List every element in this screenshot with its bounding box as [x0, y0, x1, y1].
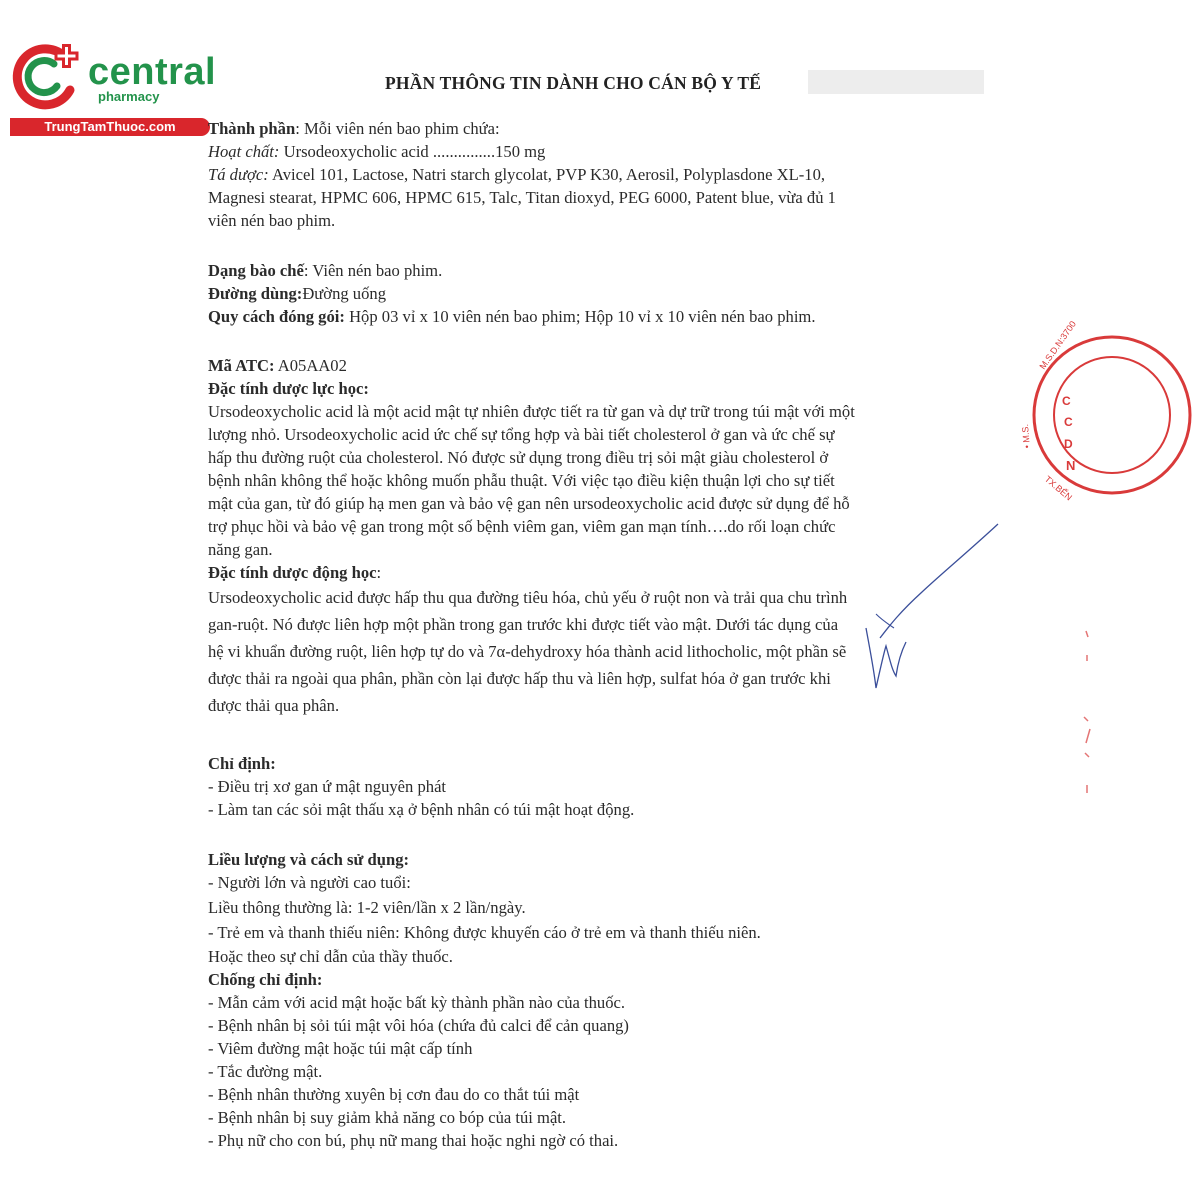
- active-ingredient-text: Ursodeoxycholic acid ...............150 mg: [279, 142, 546, 161]
- pharmacodynamics-line: lượng nhỏ. Ursodeoxycholic acid ức chế sự tổng hợp và bài tiết cholesterol ở gan và ức chế sự: [208, 425, 835, 444]
- pharmacokinetics-line: hệ vi khuẩn đường ruột, liên hợp tự do và 7α-dehydroxy hóa thành acid lithocholic, một phần sẽ: [208, 642, 847, 661]
- pharmacokinetics-colon: :: [376, 563, 382, 582]
- active-ingredient-line: [208, 140, 988, 163]
- pharmacodynamics-line: năng gan.: [208, 540, 273, 559]
- contraindications-heading: Chống chỉ định:: [208, 970, 323, 989]
- pharmacy-cross-icon: [10, 40, 86, 116]
- pharmacodynamics-line: hấp thu đường ruột của cholesterol. Nó được sử dụng trong điều trị sỏi mật giàu cholesterol ở: [208, 448, 829, 467]
- dosage-line: - Trẻ em và thanh thiếu niên: Không được khuyến cáo ở trẻ em và thanh thiếu niên.: [208, 923, 761, 942]
- pharmacokinetics-label: Đặc tính dược động học: [208, 563, 377, 582]
- packaging-line: [208, 305, 988, 328]
- excipients-label: Tá dược:: [208, 165, 269, 184]
- composition-text: : Mỗi viên nén bao phim chứa:: [295, 119, 500, 138]
- route-line: [208, 282, 988, 305]
- atc-line: [208, 354, 988, 377]
- contraindication-item: - Bệnh nhân thường xuyên bị cơn đau do co thắt túi mật: [208, 1085, 580, 1104]
- excipients-text: Avicel 101, Lactose, Natri starch glycolat, PVP K30, Aerosil, Polyplasdone XL-10,: [268, 165, 826, 184]
- indications-heading: Chỉ định:: [208, 754, 276, 773]
- contraindication-item: - Tắc đường mật.: [208, 1062, 323, 1081]
- excipients-line: Magnesi stearat, HPMC 606, HPMC 615, Talc, Titan dioxyd, PEG 6000, Patent blue, vừa đủ 1: [208, 188, 836, 207]
- company-stamp: [1019, 319, 1092, 503]
- svg-text:N: N: [1066, 458, 1076, 473]
- excipients-line: [208, 163, 988, 186]
- svg-text:C: C: [1064, 415, 1073, 429]
- atc-label: Mã ATC:: [208, 356, 275, 375]
- indication-item: - Làm tan các sỏi mật thấu xạ ở bệnh nhân có túi mật hoạt động.: [208, 800, 635, 819]
- pharmacokinetics-line: được thải ra ngoài qua phân, phần còn lại được hấp thu và liên hợp, sulfat hóa ở gan trước khi: [208, 669, 831, 688]
- dosage-heading: Liều lượng và cách sử dụng:: [208, 850, 410, 869]
- contraindication-item: - Mẫn cảm với acid mật hoặc bất kỳ thành phần nào của thuốc.: [208, 993, 626, 1012]
- logo-url-banner[interactable]: TrungTamThuoc.com: [10, 118, 210, 136]
- logo-name: central: [88, 51, 217, 93]
- svg-text:M.S.D.N:3700: M.S.D.N:3700: [1037, 319, 1079, 372]
- svg-text:C: C: [1062, 394, 1071, 408]
- packaging-label: Quy cách đóng gói:: [208, 307, 345, 326]
- svg-text:• M.S.: • M.S.: [1019, 423, 1032, 449]
- excipients-line: viên nén bao phim.: [208, 211, 336, 230]
- logo-subtitle: pharmacy: [98, 89, 160, 104]
- contraindication-item: - Phụ nữ cho con bú, phụ nữ mang thai hoặc nghi ngờ có thai.: [208, 1131, 619, 1150]
- contraindication-item: - Bệnh nhân bị suy giảm khả năng co bóp của túi mật.: [208, 1108, 567, 1127]
- pharmacokinetics-line: gan-ruột. Nó được liên hợp một phần trong gan trước khi được tiết vào mật. Dưới tác dụng của: [208, 615, 839, 634]
- svg-text:TX.BẾN: TX.BẾN: [1042, 473, 1075, 503]
- pharmacodynamics-line: mật của gan, từ đó giúp hạ men gan và bảo vệ gan nên ursodeoxycholic acid được sử dụng để hỗ: [208, 494, 850, 513]
- heading-shade: [808, 70, 984, 94]
- pharmacodynamics-line: bệnh nhân không thể hoặc không muốn phẫu thuật. Với việc tạo điều kiện thuận lợi cho sự tiết: [208, 471, 835, 490]
- dosage-line: - Người lớn và người cao tuổi:: [208, 873, 411, 892]
- dosage-form-text: : Viên nén bao phim.: [303, 261, 443, 280]
- packaging-text: Hộp 03 vỉ x 10 viên nén bao phim; Hộp 10 vỉ x 10 viên nén bao phim.: [344, 307, 816, 326]
- dosage-line: Hoặc theo sự chỉ dẫn của thầy thuốc.: [208, 947, 453, 966]
- pharmacodynamics-line: Ursodeoxycholic acid là một acid mật tự nhiên được tiết ra từ gan và dự trữ trong túi mật với một: [208, 402, 855, 421]
- indication-item: - Điều trị xơ gan ứ mật nguyên phát: [208, 777, 447, 796]
- contraindication-item: - Bệnh nhân bị sỏi túi mật vôi hóa (chứa đủ calci để cản quang): [208, 1016, 629, 1035]
- route-label: Đường dùng:: [208, 284, 303, 303]
- edge-marks: [1078, 625, 1098, 795]
- dosage-line: Liều thông thường là: 1-2 viên/lần x 2 lần/ngày.: [208, 898, 526, 917]
- signature: [830, 520, 1010, 700]
- dosage-form-line: [208, 259, 988, 282]
- svg-text:D: D: [1064, 437, 1073, 451]
- active-ingredient-label: Hoạt chất:: [208, 142, 280, 161]
- pharmacokinetics-line: được thải qua phân.: [208, 696, 340, 715]
- contraindication-item: - Viêm đường mật hoặc túi mật cấp tính: [208, 1039, 473, 1058]
- pharmacokinetics-line: Ursodeoxycholic acid được hấp thu qua đường tiêu hóa, chủ yếu ở ruột non và trải qua chu trình: [208, 588, 848, 607]
- page-title: PHẦN THÔNG TIN DÀNH CHO CÁN BỘ Y TẾ: [385, 73, 762, 93]
- route-text: Đường uống: [302, 284, 386, 303]
- central-pharmacy-logo[interactable]: [10, 40, 215, 140]
- composition-label: Thành phần: [208, 119, 296, 138]
- atc-text: A05AA02: [274, 356, 347, 375]
- dosage-form-label: Dạng bào chế: [208, 261, 304, 280]
- pharmacodynamics-heading: Đặc tính dược lực học:: [208, 379, 369, 398]
- composition-line: [208, 117, 988, 140]
- pharmacodynamics-line: trợ phục hồi và bảo vệ gan trong một số bệnh viêm gan, viêm gan mạn tính….do rối loạn chức: [208, 517, 836, 536]
